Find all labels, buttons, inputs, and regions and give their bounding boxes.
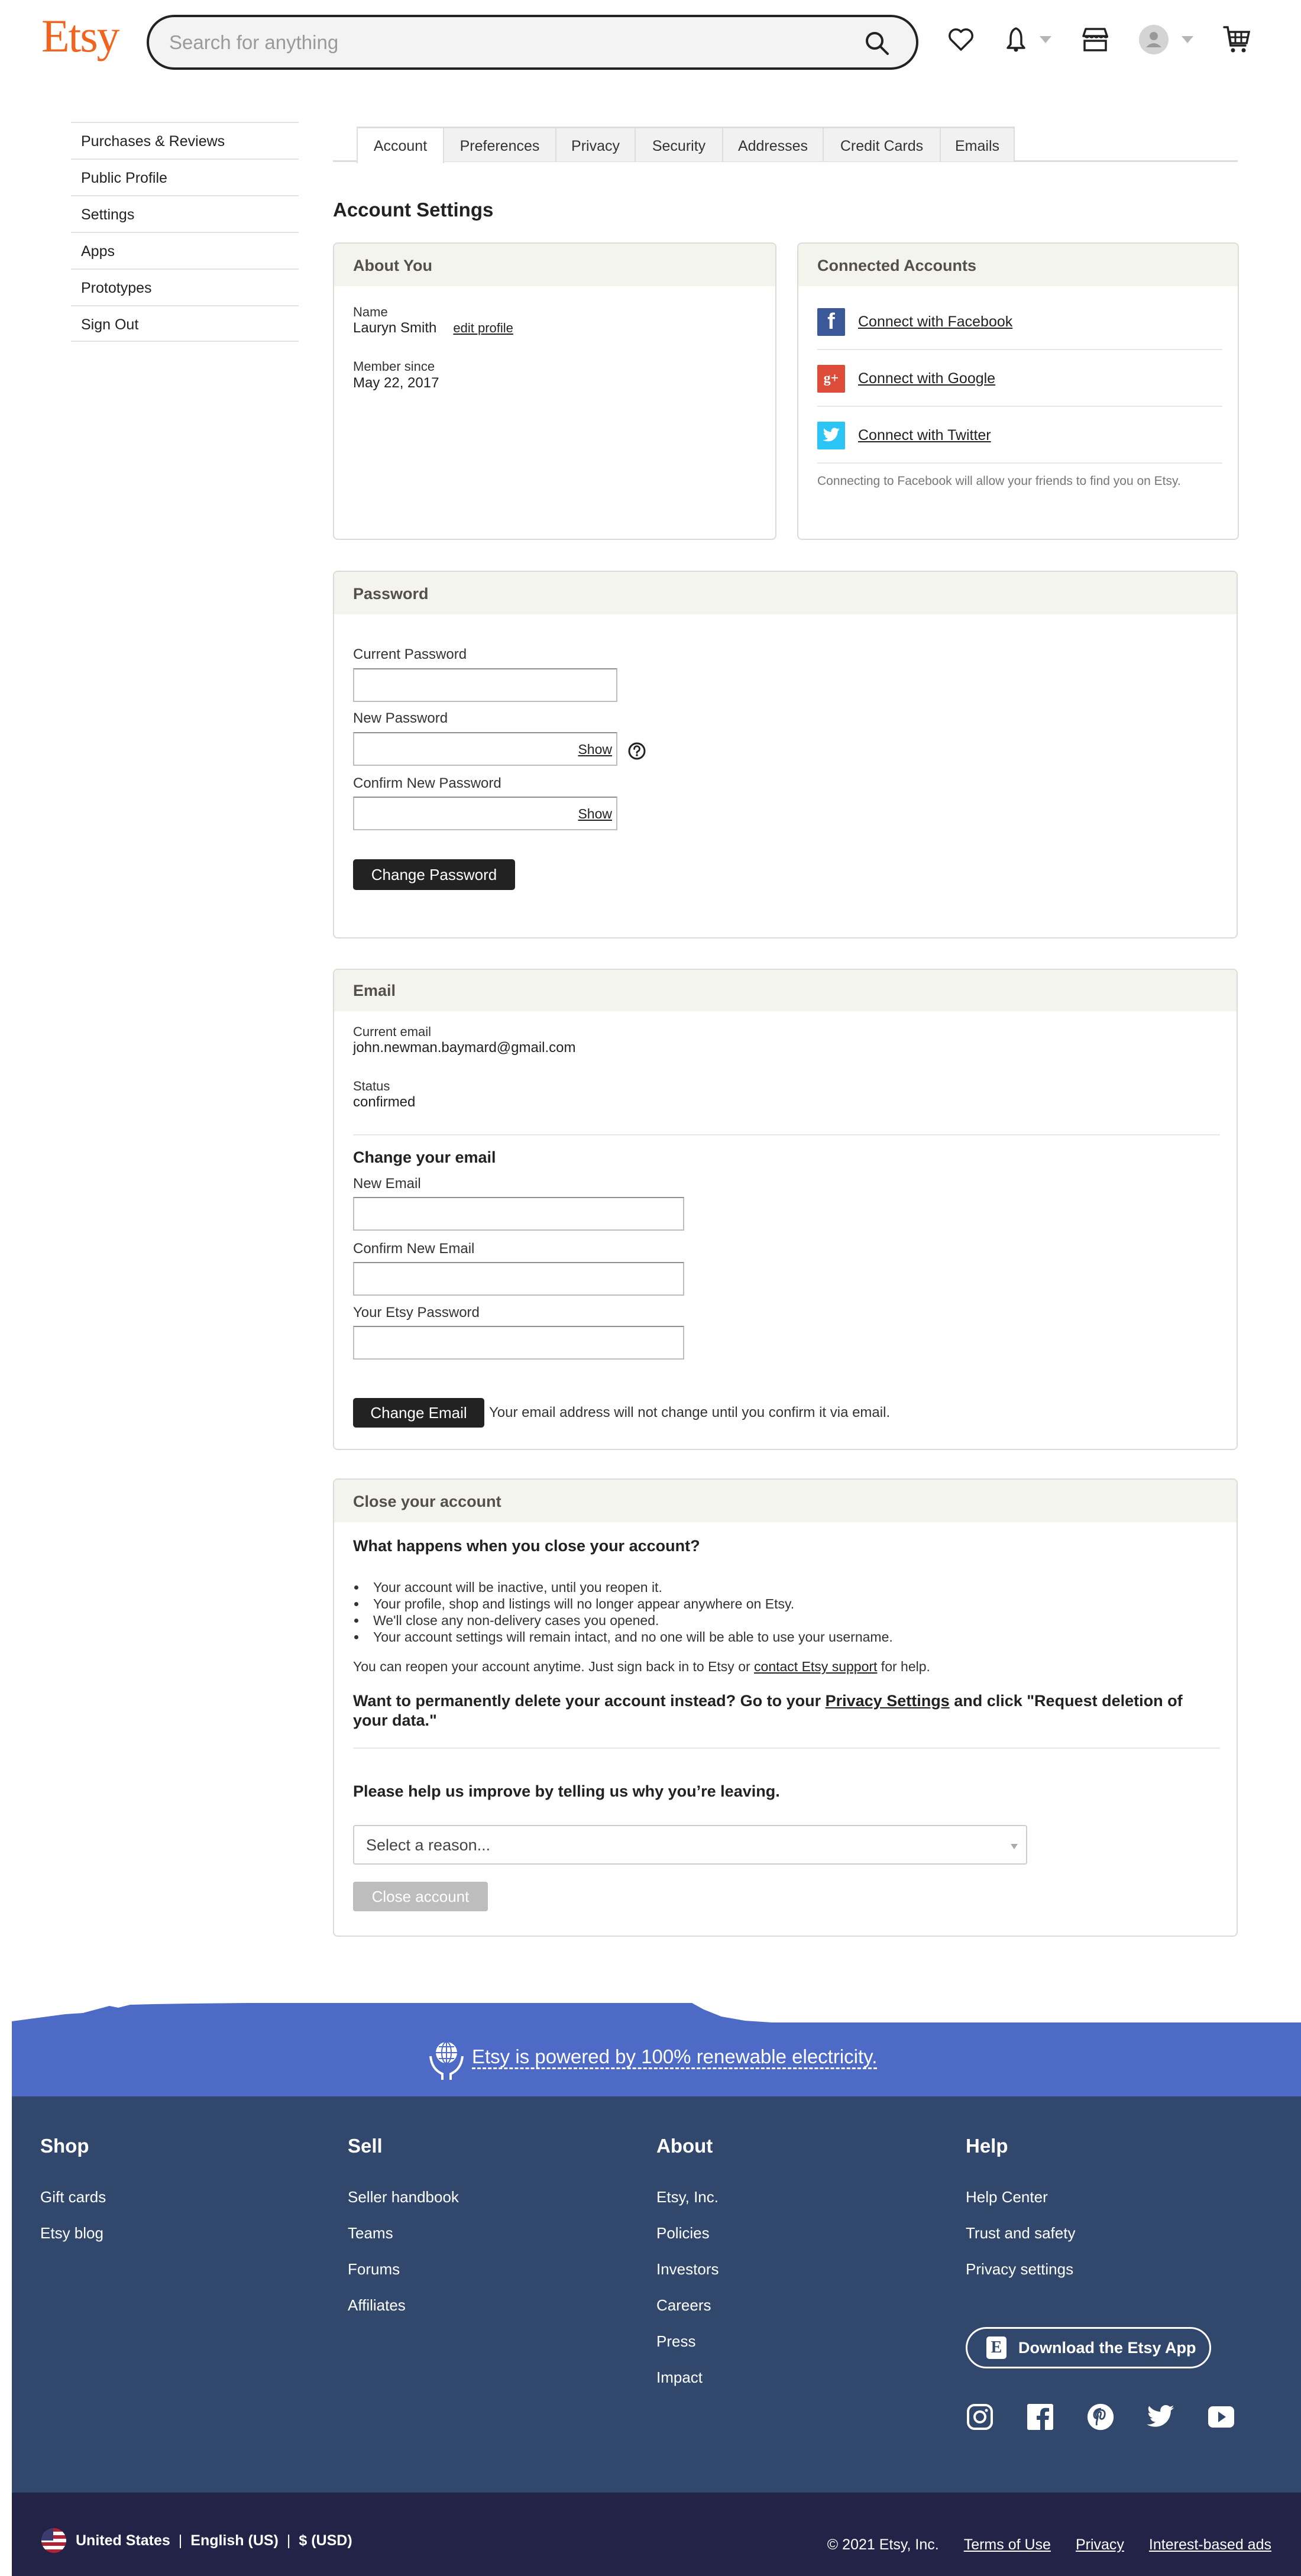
footer-link[interactable]: Press: [656, 2332, 696, 2350]
search-input[interactable]: [169, 17, 849, 67]
show-confirm-password-toggle[interactable]: Show: [578, 806, 612, 821]
us-flag-icon: [41, 2528, 66, 2553]
password-panel: [333, 571, 1238, 939]
list-item: Your account will be inactive, until you reopen it.: [353, 1579, 893, 1596]
email-panel: [333, 969, 1238, 1450]
chevron-down-icon: [1011, 1844, 1018, 1849]
search-bar[interactable]: [147, 15, 918, 70]
connect-facebook-row[interactable]: [817, 293, 1222, 350]
current-email-label: Current email: [353, 1024, 432, 1039]
search-icon[interactable]: [864, 30, 890, 56]
close-consequences-list: [353, 1579, 893, 1645]
change-email-heading: Change your email: [353, 1148, 496, 1166]
footer-link[interactable]: Etsy, Inc.: [656, 2188, 719, 2206]
settings-tabs: [333, 127, 1238, 162]
panel-title: About You: [334, 244, 775, 286]
chevron-down-icon: [1040, 36, 1051, 43]
tab-credit-cards[interactable]: Credit Cards: [824, 127, 941, 161]
facebook-icon: f: [817, 308, 845, 336]
name-label: Name: [353, 305, 388, 319]
footer-link[interactable]: Seller handbook: [348, 2188, 459, 2206]
etsy-password-label: Your Etsy Password: [353, 1305, 480, 1321]
footer-link[interactable]: Forums: [348, 2260, 400, 2278]
list-item: Your account settings will remain intact, and no one will be able to use your username.: [353, 1629, 893, 1645]
pinterest-icon[interactable]: [1086, 2401, 1115, 2433]
avatar-icon: [1139, 25, 1169, 54]
footer-link[interactable]: Teams: [348, 2224, 393, 2242]
help-icon[interactable]: [627, 742, 646, 763]
heart-icon[interactable]: [948, 24, 974, 56]
region-settings-button[interactable]: United States | English (US) | $ (USD): [41, 2528, 352, 2553]
youtube-icon[interactable]: [1207, 2401, 1235, 2433]
new-email-label: New Email: [353, 1176, 421, 1192]
new-email-field[interactable]: [353, 1197, 684, 1231]
reason-select[interactable]: Select a reason...: [353, 1825, 1027, 1865]
edit-profile-link[interactable]: edit profile: [453, 321, 513, 335]
connected-accounts-panel: [797, 242, 1239, 540]
panel-title: Connected Accounts: [798, 244, 1238, 286]
current-password-field[interactable]: [353, 668, 617, 702]
list-item: We'll close any non-delivery cases you opened.: [353, 1612, 893, 1629]
instagram-icon[interactable]: [966, 2401, 994, 2433]
connect-twitter-link[interactable]: Connect with Twitter: [858, 426, 991, 444]
connect-twitter-row[interactable]: [817, 407, 1222, 464]
google-plus-icon: g+: [817, 365, 845, 393]
footer-column-help: Help Help Center Trust and safety Privacy settings: [966, 2135, 1076, 2278]
status-label: Status: [353, 1079, 390, 1093]
close-account-button[interactable]: Close account: [353, 1882, 488, 1911]
page-title: Account Settings: [333, 199, 494, 221]
footer-link[interactable]: Privacy settings: [966, 2260, 1074, 2278]
footer-link[interactable]: Help Center: [966, 2188, 1048, 2206]
globe-hands-icon: [426, 2038, 467, 2084]
notifications-button[interactable]: [1005, 24, 1051, 56]
footer-column-sell: Sell Seller handbook Teams Forums Affiliates: [348, 2135, 459, 2314]
privacy-settings-link[interactable]: Privacy Settings: [825, 1692, 950, 1710]
connect-note: Connecting to Facebook will allow your friends to find you on Etsy.: [817, 474, 1181, 488]
currency-value: $ (USD): [299, 2532, 352, 2549]
current-email-value: john.newman.baymard@gmail.com: [353, 1040, 576, 1056]
tab-preferences[interactable]: Preferences: [444, 127, 556, 161]
panel-title: Email: [334, 970, 1237, 1011]
improve-heading: Please help us improve by telling us why you’re leaving.: [353, 1782, 780, 1800]
close-account-panel: [333, 1478, 1238, 1937]
new-password-label: New Password: [353, 710, 448, 726]
panel-title: Password: [334, 572, 1237, 614]
download-app-button[interactable]: E Download the Etsy App: [966, 2327, 1211, 2368]
confirm-email-label: Confirm New Email: [353, 1241, 475, 1257]
sidebar-item-purchases-reviews[interactable]: Purchases & Reviews: [71, 122, 299, 158]
change-email-button[interactable]: Change Email: [353, 1398, 484, 1428]
renewable-link[interactable]: Etsy is powered by 100% renewable electricity.: [472, 2046, 877, 2069]
footer-link[interactable]: Policies: [656, 2224, 710, 2242]
site-footer: [12, 2096, 1301, 2493]
facebook-icon[interactable]: [1026, 2401, 1054, 2433]
footer-bottom-bar: [12, 2493, 1301, 2576]
twitter-icon[interactable]: [1147, 2401, 1175, 2433]
terms-of-use-link[interactable]: Terms of Use: [963, 2536, 1051, 2553]
footer-column-about: About Etsy, Inc. Policies Investors Careers Press Impact: [656, 2135, 719, 2386]
panel-title: Close your account: [334, 1480, 1237, 1522]
contact-support-link[interactable]: contact Etsy support: [754, 1659, 878, 1674]
tab-security[interactable]: Security: [636, 127, 723, 161]
change-password-button[interactable]: Change Password: [353, 859, 515, 890]
sidebar-item-sign-out[interactable]: Sign Out: [71, 305, 299, 342]
social-links: [966, 2401, 1235, 2433]
delete-account-text: Want to permanently delete your account instead? Go to your Privacy Settings and click "Request deletion of your data.": [353, 1692, 1183, 1729]
confirm-email-field[interactable]: [353, 1262, 684, 1296]
legal-links: [827, 2536, 1271, 2554]
change-email-note: Your email address will not change until you confirm it via email.: [489, 1404, 891, 1420]
cart-icon[interactable]: [1223, 24, 1250, 56]
current-password-label: Current Password: [353, 646, 467, 662]
shop-manager-icon[interactable]: [1082, 24, 1108, 56]
renewable-banner: [12, 2022, 1301, 2096]
chevron-down-icon: [1182, 36, 1193, 43]
footer-link[interactable]: Etsy blog: [40, 2224, 103, 2242]
sidebar-item-apps[interactable]: Apps: [71, 232, 299, 268]
reopen-text: You can reopen your account anytime. Just sign back in to Etsy or contact Etsy support for help.: [353, 1659, 930, 1674]
site-header: [0, 0, 1301, 89]
language-value: English (US): [190, 2532, 279, 2549]
privacy-link[interactable]: Privacy: [1075, 2536, 1124, 2553]
twitter-icon: [817, 422, 845, 449]
member-since-value: May 22, 2017: [353, 375, 439, 391]
footer-link[interactable]: Trust and safety: [966, 2224, 1076, 2242]
interest-based-ads-link[interactable]: Interest-based ads: [1148, 2536, 1271, 2553]
tab-account[interactable]: Account: [357, 127, 444, 163]
bell-icon: [1005, 27, 1027, 53]
footer-link[interactable]: Investors: [656, 2260, 719, 2278]
sidebar-item-public-profile[interactable]: Public Profile: [71, 158, 299, 195]
name-value: Lauryn Smith: [353, 320, 437, 336]
region-value: United States: [76, 2532, 170, 2549]
about-you-panel: [333, 242, 776, 540]
tab-privacy[interactable]: Privacy: [556, 127, 636, 161]
footer-link[interactable]: Impact: [656, 2368, 703, 2386]
connect-google-link[interactable]: Connect with Google: [858, 370, 996, 387]
connect-facebook-link[interactable]: Connect with Facebook: [858, 313, 1013, 330]
tab-addresses[interactable]: Addresses: [723, 127, 824, 161]
sidebar-item-settings[interactable]: Settings: [71, 195, 299, 232]
footer-link[interactable]: Affiliates: [348, 2296, 406, 2314]
account-menu-button[interactable]: [1139, 24, 1193, 56]
footer-link[interactable]: Careers: [656, 2296, 711, 2314]
copyright-text: © 2021 Etsy, Inc.: [827, 2536, 939, 2553]
new-password-field[interactable]: [353, 732, 617, 766]
connect-google-row[interactable]: [817, 350, 1222, 407]
footer-column-shop: Shop Gift cards Etsy blog: [40, 2135, 106, 2242]
close-question-heading: What happens when you close your account?: [353, 1537, 700, 1555]
tab-emails[interactable]: Emails: [941, 127, 1015, 161]
etsy-app-icon: E: [986, 2336, 1007, 2359]
show-new-password-toggle[interactable]: Show: [578, 742, 612, 757]
list-item: Your profile, shop and listings will no longer appear anywhere on Etsy.: [353, 1596, 893, 1612]
sidebar-item-prototypes[interactable]: Prototypes: [71, 268, 299, 305]
member-since-label: Member since: [353, 359, 435, 374]
account-sidebar: [71, 122, 299, 342]
confirm-password-label: Confirm New Password: [353, 775, 501, 791]
etsy-password-field[interactable]: [353, 1326, 684, 1360]
status-value: confirmed: [353, 1094, 416, 1110]
footer-link[interactable]: Gift cards: [40, 2188, 106, 2206]
confirm-password-field[interactable]: [353, 797, 617, 830]
etsy-logo[interactable]: Etsy: [41, 10, 119, 62]
